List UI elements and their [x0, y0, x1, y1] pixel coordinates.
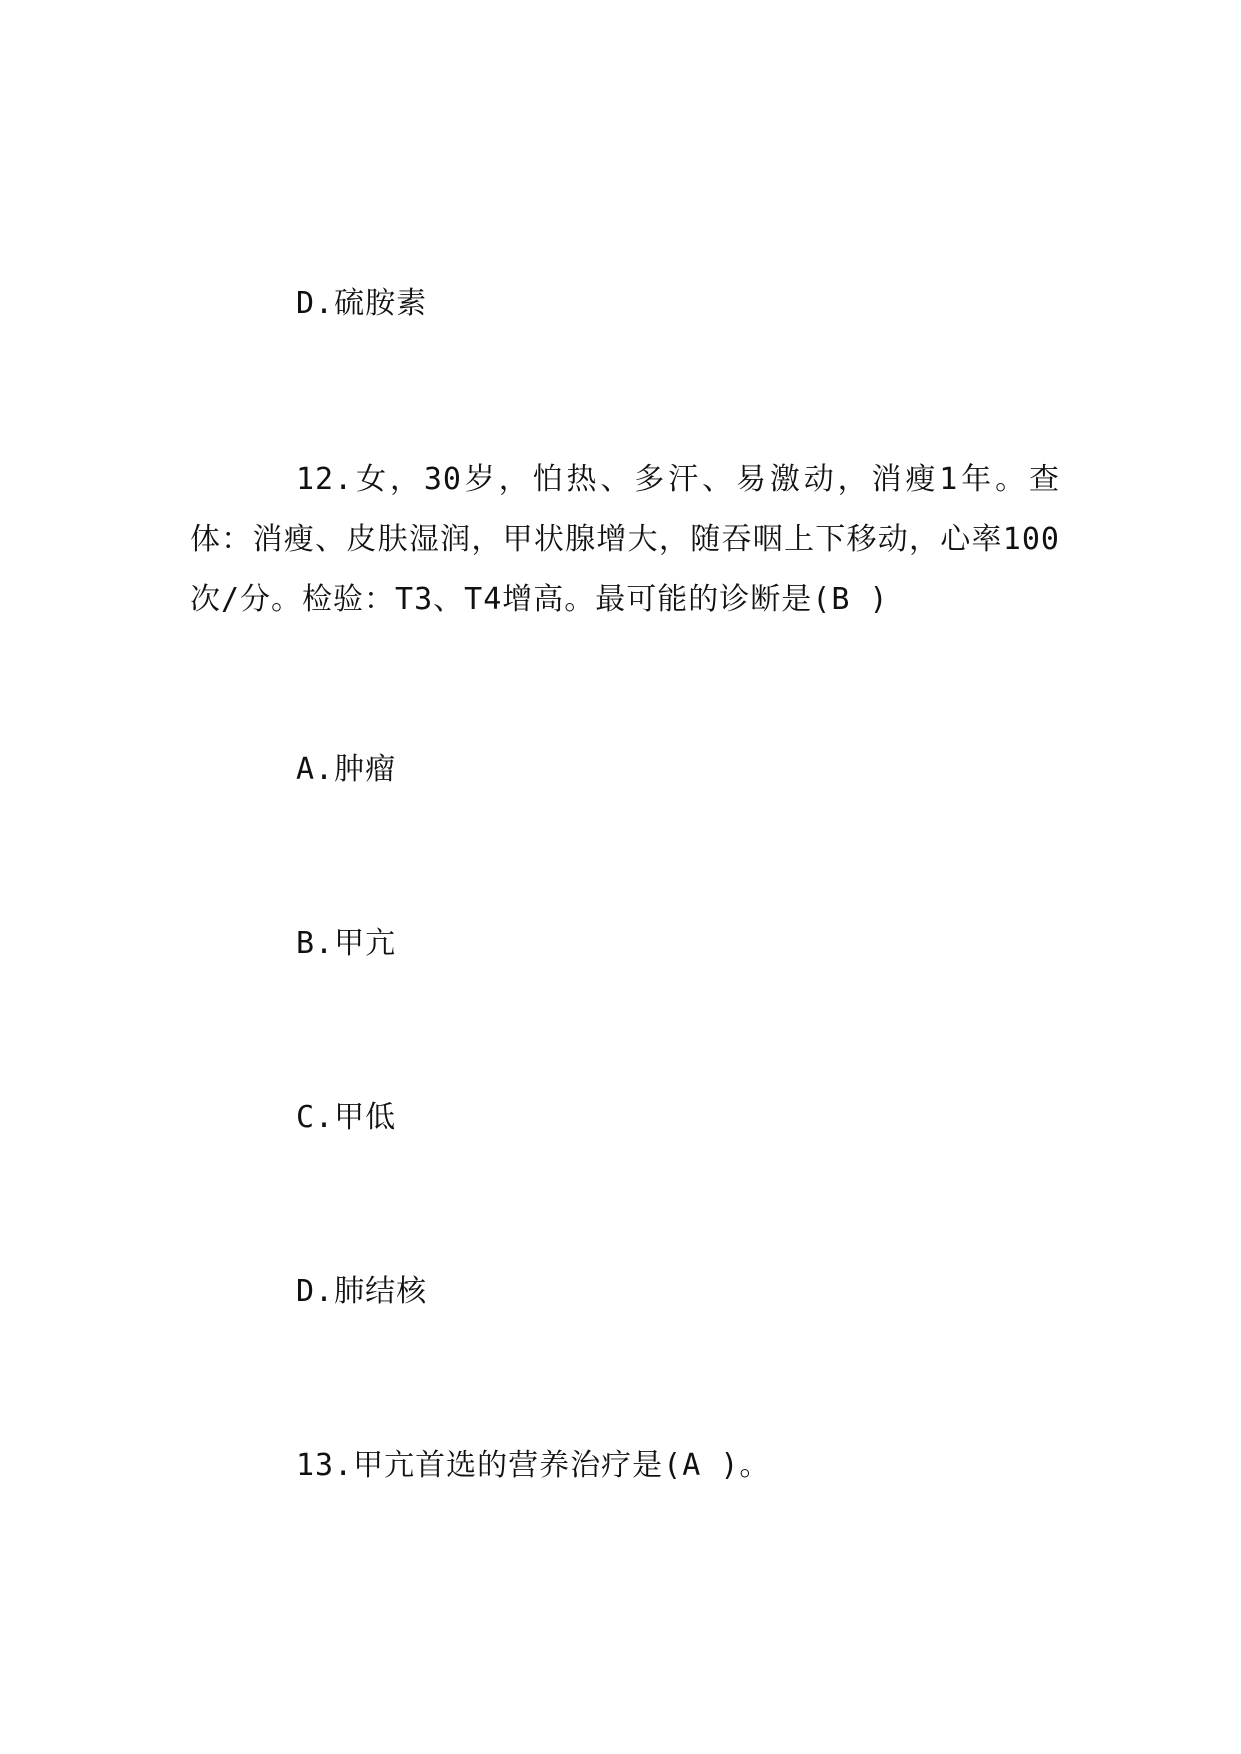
q12-option-a: A.肿瘤: [296, 752, 397, 787]
q12-option-d: D.肺结核: [296, 1274, 428, 1309]
option-d-thiamine: D.硫胺素: [296, 286, 428, 321]
question-12-text: 12.女，30岁，怕热、多汗、易激动，消瘦1年。查体：消瘦、皮肤湿润，甲状腺增大，随吞咽上下移动，心率100次/分。检验：T3、T4增高。最可能的诊断是(B ): [190, 462, 1060, 617]
q12-option-b: B.甲亢: [296, 926, 397, 961]
q12-option-c: C.甲低: [296, 1100, 397, 1135]
question-13-text: 13.甲亢首选的营养治疗是(A )。: [296, 1448, 771, 1483]
